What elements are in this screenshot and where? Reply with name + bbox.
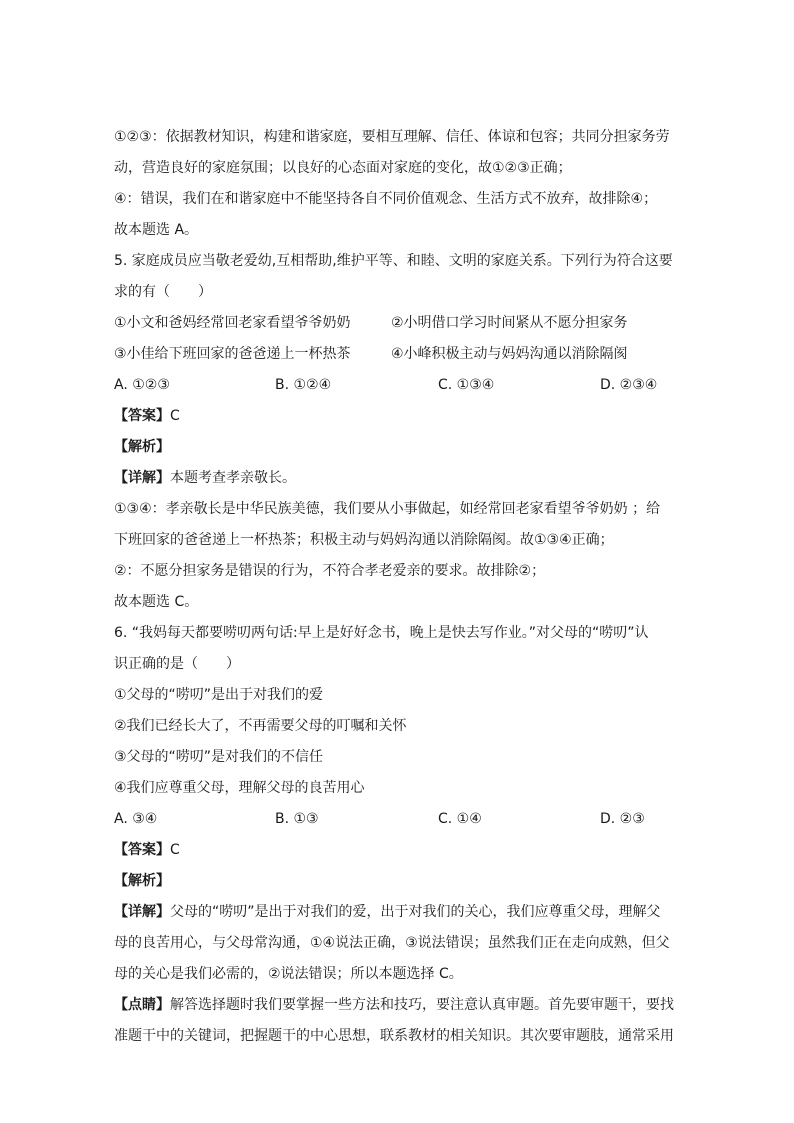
q4-explain-line-1: ①②③：依据教材知识，构建和谐家庭，要相互理解、信任、体谅和包容；共同分担家务劳: [114, 129, 670, 145]
q5-option-a: A. ①②③: [114, 377, 170, 393]
q5-item-3: ③小佳给下班回家的爸爸递上一杯热茶: [114, 346, 351, 362]
q6-item-3: ③父母的“唠叨”是对我们的不信任: [114, 749, 324, 765]
q4-explain-line-4: 故本题选 A。: [114, 222, 199, 238]
q5-detail-line-3: 下班回家的爸爸递上一杯热茶；积极主动与妈妈沟通以消除隔阂。故①③④正确；: [114, 532, 614, 548]
q5-stem-line-1: 5. 家庭成员应当敬老爱幼,互相帮助,维护平等、和睦、文明的家庭关系。下列行为符合这要: [114, 253, 673, 269]
q6-tip-text-1: 解答选择题时我们要掌握一些方法和技巧，要注意认真审题。首先要审题干，要找: [170, 997, 674, 1013]
q5-item-2: ②小明借口学习时间紧从不愿分担家务: [391, 315, 628, 331]
q5-item-4: ④小峰积极主动与妈妈沟通以消除隔阂: [391, 346, 628, 362]
q6-stem-line-2: 识正确的是（ ）: [114, 656, 240, 672]
q6-answer-label: 【答案】: [114, 842, 170, 858]
q6-tip-label: 【点睛】: [114, 997, 170, 1013]
q6-detail-row-1: [114, 903, 661, 921]
q6-tip-line-2: 准题干中的关键词，把握题干的中心思想，联系教材的相关知识。其次要审题肢，通常采用: [114, 1028, 674, 1044]
q5-answer-value: C: [170, 408, 180, 424]
q5-option-c: C. ①③④: [438, 377, 495, 393]
q6-stem-line-1: 6. “我妈每天都要唠叨两句话:早上是好好念书，晚上是快去写作业。”对父母的“唠叨”认: [114, 625, 649, 641]
q6-tip-row-1: [114, 996, 674, 1014]
q4-explain-line-2: 动，营造良好的家庭氛围；以良好的心态面对家庭的变化，故①②③正确；: [114, 160, 572, 176]
q5-detail-row-1: [114, 469, 296, 487]
q6-item-1: ①父母的“唠叨”是出于对我们的爱: [114, 687, 324, 703]
q6-option-d: D. ②③: [600, 811, 645, 827]
q6-item-4: ④我们应尊重父母，理解父母的良苦用心: [114, 780, 365, 796]
q6-option-b: B. ①③: [275, 811, 319, 827]
q6-answer-value: C: [170, 842, 180, 858]
q6-detail-line-3: 母的关心是我们必需的，②说法错误；所以本题选择 C。: [114, 966, 463, 982]
q5-detail-label: 【详解】: [114, 470, 170, 486]
q6-detail-line-2: 母的良苦用心，与父母常沟通，①④说法正确，③说法错误；虽然我们正在走向成熟，但父: [114, 935, 670, 951]
q5-answer-label: 【答案】: [114, 408, 170, 424]
q5-detail-text-1: 本题考查孝亲敬长。: [170, 470, 296, 486]
q6-analysis-label: 【解析】: [114, 873, 170, 889]
q6-option-a: A. ③④: [114, 811, 158, 827]
q5-option-b: B. ①②④: [275, 377, 332, 393]
q5-answer-row: [114, 407, 180, 425]
q6-item-2: ②我们已经长大了，不再需要父母的叮嘱和关怀: [114, 718, 407, 734]
q6-detail-label: 【详解】: [114, 904, 170, 920]
q4-explain-line-3: ④：错误，我们在和谐家庭中不能坚持各自不同价值观念、生活方式不放弃，故排除④；: [114, 191, 658, 207]
q5-detail-line-4: ②：不愿分担家务是错误的行为，不符合孝老爱亲的要求。故排除②；: [114, 563, 546, 579]
q5-item-1: ①小文和爸妈经常回老家看望爷爷奶奶: [114, 315, 351, 331]
q5-stem-line-2: 求的有（ ）: [114, 284, 212, 300]
q6-detail-text-1: 父母的“唠叨”是出于对我们的爱，出于对我们的关心，我们应尊重父母，理解父: [170, 904, 661, 920]
q5-analysis-label: 【解析】: [114, 439, 170, 455]
q6-answer-row: [114, 841, 180, 859]
q6-option-c: C. ①④: [438, 811, 482, 827]
q5-option-d: D. ②③④: [600, 377, 658, 393]
q5-detail-line-2: ①③④：孝亲敬长是中华民族美德，我们要从小事做起，如经常回老家看望爷爷奶奶 ；给: [114, 501, 661, 517]
q5-detail-line-5: 故本题选 C。: [114, 594, 199, 610]
